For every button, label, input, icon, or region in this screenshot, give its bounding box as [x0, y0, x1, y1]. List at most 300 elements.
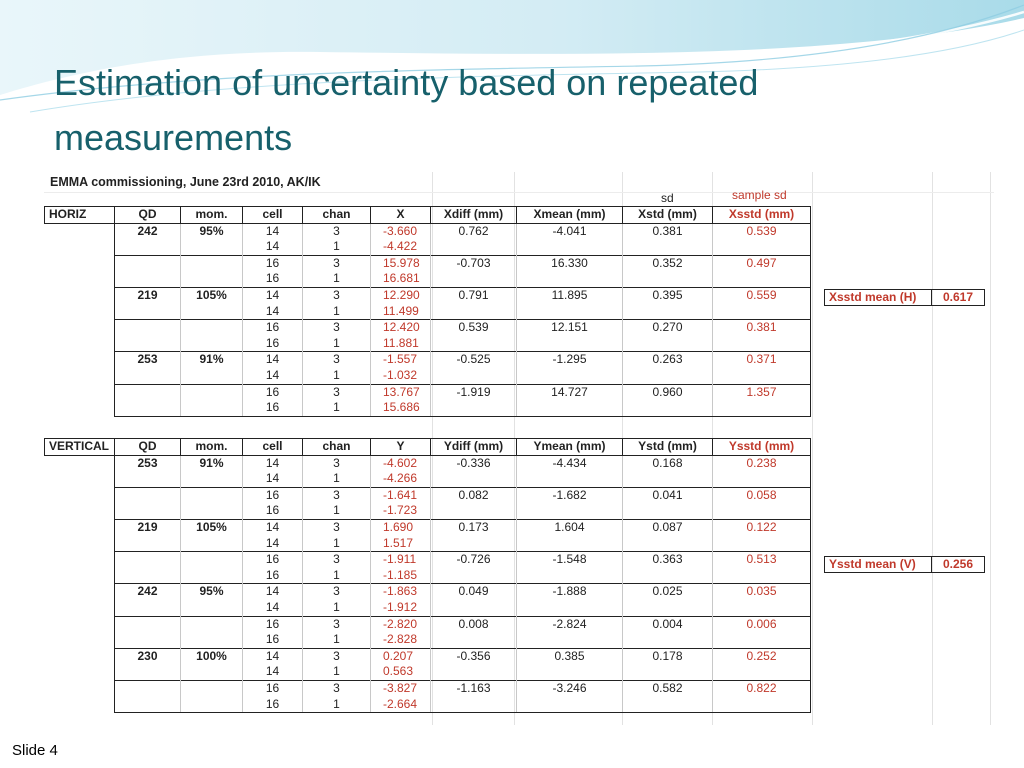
table-row: [45, 287, 811, 303]
table-cell: [431, 632, 517, 648]
table-cell: 3: [303, 255, 371, 271]
column-header: cell: [243, 207, 303, 224]
column-header: Ysstd (mm): [713, 439, 811, 456]
table-cell: 1.604: [517, 519, 623, 535]
xsstd-mean-label: Xsstd mean (H): [824, 289, 932, 306]
table-cell: [431, 503, 517, 519]
table-cell: [713, 697, 811, 713]
table-cell: [431, 336, 517, 352]
table-cell: 0.178: [623, 648, 713, 664]
table-cell: [517, 568, 623, 584]
table-cell: -3.246: [517, 680, 623, 696]
table-cell: [115, 552, 181, 568]
table-cell: 16: [243, 568, 303, 584]
table-row: [45, 400, 811, 416]
table-cell: [181, 600, 243, 616]
table-cell: 1: [303, 600, 371, 616]
table-cell: -2.820: [371, 616, 431, 632]
column-header: Xsstd (mm): [713, 207, 811, 224]
table-cell: -1.863: [371, 584, 431, 600]
table-cell: 0.497: [713, 255, 811, 271]
table-cell: [713, 271, 811, 287]
table-cell: [431, 368, 517, 384]
table-row: [45, 487, 811, 503]
table-cell: 14: [243, 600, 303, 616]
table-cell: 0.352: [623, 255, 713, 271]
table-cell: [431, 304, 517, 320]
table-row: [45, 519, 811, 535]
table-cell: [181, 320, 243, 336]
table-cell: [181, 271, 243, 287]
table-cell: [517, 304, 623, 320]
table-row: [45, 648, 811, 664]
table-cell: 13.767: [371, 384, 431, 400]
table-cell: 230: [115, 648, 181, 664]
table-cell: -1.682: [517, 487, 623, 503]
table-cell: 0.087: [623, 519, 713, 535]
table-cell: 0.041: [623, 487, 713, 503]
column-header: X: [371, 207, 431, 224]
table-cell: 0.252: [713, 648, 811, 664]
table-cell: 0.960: [623, 384, 713, 400]
table-row: [45, 271, 811, 287]
table-row: [45, 384, 811, 400]
table-cell: 1: [303, 632, 371, 648]
table-row: [45, 255, 811, 271]
table-cell: 16: [243, 336, 303, 352]
table-cell: 0.582: [623, 680, 713, 696]
table-cell: 242: [115, 584, 181, 600]
table-cell: -4.041: [517, 223, 623, 239]
table-cell: [181, 471, 243, 487]
column-header: Ymean (mm): [517, 439, 623, 456]
column-header: Ystd (mm): [623, 439, 713, 456]
table-cell: 14: [243, 519, 303, 535]
table-row: [45, 320, 811, 336]
table-cell: -0.703: [431, 255, 517, 271]
table-cell: [623, 239, 713, 255]
table-cell: 1: [303, 304, 371, 320]
table-cell: 14: [243, 648, 303, 664]
table-cell: 3: [303, 584, 371, 600]
sample-sd-note: sample sd: [732, 188, 787, 202]
table-cell: [115, 304, 181, 320]
table-cell: [431, 271, 517, 287]
table-cell: 0.008: [431, 616, 517, 632]
table-cell: [713, 536, 811, 552]
table-cell: -1.919: [431, 384, 517, 400]
table-cell: -4.434: [517, 455, 623, 471]
table-cell: 0.381: [623, 223, 713, 239]
table-row: [45, 471, 811, 487]
table-cell: 3: [303, 616, 371, 632]
table-row: [45, 352, 811, 368]
table-cell: [623, 697, 713, 713]
table-cell: 0.168: [623, 455, 713, 471]
table-cell: 0.207: [371, 648, 431, 664]
table-cell: 11.881: [371, 336, 431, 352]
table-cell: [115, 680, 181, 696]
table-cell: 16: [243, 552, 303, 568]
table-cell: 0.381: [713, 320, 811, 336]
table-cell: 0.270: [623, 320, 713, 336]
table-cell: [115, 568, 181, 584]
table-cell: [713, 400, 811, 416]
table-cell: 0.058: [713, 487, 811, 503]
table-cell: 3: [303, 384, 371, 400]
table-cell: -1.295: [517, 352, 623, 368]
table-cell: 14.727: [517, 384, 623, 400]
table-cell: 16: [243, 400, 303, 416]
table-row: [45, 697, 811, 713]
table-cell: [115, 384, 181, 400]
table-cell: 0.762: [431, 223, 517, 239]
table-row: [45, 536, 811, 552]
table-cell: [115, 368, 181, 384]
table-cell: 1: [303, 368, 371, 384]
table-row: [45, 455, 811, 471]
table-row: [45, 239, 811, 255]
table-cell: 3: [303, 287, 371, 303]
table-cell: 16: [243, 384, 303, 400]
table-cell: 14: [243, 664, 303, 680]
table-cell: 12.420: [371, 320, 431, 336]
table-cell: -1.911: [371, 552, 431, 568]
table-cell: [713, 239, 811, 255]
table-cell: [115, 271, 181, 287]
table-cell: 1: [303, 471, 371, 487]
table-cell: 0.385: [517, 648, 623, 664]
table-cell: [623, 632, 713, 648]
column-header: Xdiff (mm): [431, 207, 517, 224]
table-cell: -1.557: [371, 352, 431, 368]
table-cell: 105%: [181, 519, 243, 535]
table-cell: -4.422: [371, 239, 431, 255]
table-cell: 0.822: [713, 680, 811, 696]
table-row: [45, 600, 811, 616]
table-cell: -3.660: [371, 223, 431, 239]
table-cell: -1.912: [371, 600, 431, 616]
sd-note: sd: [661, 191, 674, 205]
table-cell: 15.978: [371, 255, 431, 271]
table-cell: [115, 336, 181, 352]
table-cell: 0.263: [623, 352, 713, 368]
table-cell: -1.723: [371, 503, 431, 519]
table-cell: [517, 271, 623, 287]
table-cell: [181, 536, 243, 552]
table-cell: 1.517: [371, 536, 431, 552]
table-cell: 0.082: [431, 487, 517, 503]
table-cell: 3: [303, 552, 371, 568]
table-cell: [181, 400, 243, 416]
table-cell: 1: [303, 697, 371, 713]
table-row: [45, 584, 811, 600]
table-cell: [431, 697, 517, 713]
column-header: cell: [243, 439, 303, 456]
table-cell: 1.357: [713, 384, 811, 400]
table-cell: [181, 664, 243, 680]
table-cell: 16.681: [371, 271, 431, 287]
table-cell: -1.548: [517, 552, 623, 568]
table-cell: 0.049: [431, 584, 517, 600]
table-cell: [713, 568, 811, 584]
table-row: [45, 680, 811, 696]
table-cell: 16: [243, 697, 303, 713]
table-cell: 3: [303, 487, 371, 503]
table-cell: [517, 697, 623, 713]
table-cell: 1: [303, 503, 371, 519]
table-cell: 100%: [181, 648, 243, 664]
table-cell: 1: [303, 239, 371, 255]
spreadsheet-image: [44, 172, 994, 725]
table-cell: [713, 600, 811, 616]
table-cell: 91%: [181, 455, 243, 471]
table-cell: [623, 400, 713, 416]
table-cell: 1: [303, 664, 371, 680]
table-cell: [115, 600, 181, 616]
table-row: [45, 568, 811, 584]
table-cell: 253: [115, 455, 181, 471]
table-cell: 242: [115, 223, 181, 239]
ysstd-mean-value: 0.256: [932, 556, 985, 573]
ysstd-mean-label: Ysstd mean (V): [824, 556, 932, 573]
table-row: [45, 223, 811, 239]
table-cell: 3: [303, 519, 371, 535]
column-header: mom.: [181, 439, 243, 456]
table-cell: [115, 616, 181, 632]
table-cell: [181, 616, 243, 632]
xsstd-mean-box: [824, 289, 985, 306]
ysstd-mean-box: [824, 556, 985, 573]
table-cell: -1.032: [371, 368, 431, 384]
table-cell: 1.690: [371, 519, 431, 535]
table-cell: [181, 239, 243, 255]
table-cell: [623, 271, 713, 287]
table-cell: -2.828: [371, 632, 431, 648]
table-cell: [115, 487, 181, 503]
table-cell: [181, 632, 243, 648]
table-cell: 12.290: [371, 287, 431, 303]
table-cell: 3: [303, 352, 371, 368]
table-cell: 11.895: [517, 287, 623, 303]
table-cell: 0.025: [623, 584, 713, 600]
table-cell: [431, 600, 517, 616]
table-cell: 0.006: [713, 616, 811, 632]
table-cell: -0.726: [431, 552, 517, 568]
table-cell: 0.035: [713, 584, 811, 600]
table-cell: 1: [303, 271, 371, 287]
table-cell: 14: [243, 368, 303, 384]
table-cell: -0.356: [431, 648, 517, 664]
column-header: QD: [115, 207, 181, 224]
table-cell: 0.539: [431, 320, 517, 336]
table-cell: 3: [303, 648, 371, 664]
table-cell: [181, 368, 243, 384]
table-cell: [181, 336, 243, 352]
table-cell: -1.185: [371, 568, 431, 584]
table-cell: [115, 255, 181, 271]
table-cell: 95%: [181, 223, 243, 239]
table-cell: 14: [243, 287, 303, 303]
table-cell: [623, 368, 713, 384]
table-cell: [181, 487, 243, 503]
table-cell: 14: [243, 223, 303, 239]
table-cell: 3: [303, 455, 371, 471]
table-cell: [115, 536, 181, 552]
table-cell: 14: [243, 352, 303, 368]
table-cell: -0.525: [431, 352, 517, 368]
table-cell: [181, 552, 243, 568]
table-cell: [713, 368, 811, 384]
table-cell: [713, 336, 811, 352]
table-cell: [115, 664, 181, 680]
table-cell: 16: [243, 616, 303, 632]
table-cell: [713, 471, 811, 487]
table-cell: -1.163: [431, 680, 517, 696]
table-cell: -4.266: [371, 471, 431, 487]
table-cell: [623, 503, 713, 519]
table-row: [45, 616, 811, 632]
table-cell: [623, 336, 713, 352]
table-cell: 0.791: [431, 287, 517, 303]
section-label: HORIZ: [45, 207, 115, 224]
column-header: chan: [303, 439, 371, 456]
table-row: [45, 664, 811, 680]
table-cell: [623, 568, 713, 584]
table-cell: 0.539: [713, 223, 811, 239]
table-cell: 105%: [181, 287, 243, 303]
table-cell: 219: [115, 287, 181, 303]
table-row: [45, 304, 811, 320]
table-cell: 16: [243, 320, 303, 336]
table-cell: 1: [303, 568, 371, 584]
table-cell: [517, 400, 623, 416]
table-cell: 16: [243, 503, 303, 519]
column-header: Xstd (mm): [623, 207, 713, 224]
table-cell: [431, 400, 517, 416]
table-cell: 14: [243, 455, 303, 471]
table-cell: [181, 304, 243, 320]
table-cell: -1.888: [517, 584, 623, 600]
table-cell: [181, 697, 243, 713]
table-cell: [623, 600, 713, 616]
table-cell: 16: [243, 255, 303, 271]
table-cell: [623, 471, 713, 487]
table-cell: 12.151: [517, 320, 623, 336]
column-header: Xmean (mm): [517, 207, 623, 224]
table-cell: 1: [303, 536, 371, 552]
table-row: [45, 552, 811, 568]
table-cell: 16: [243, 632, 303, 648]
xsstd-mean-value: 0.617: [932, 289, 985, 306]
column-header: chan: [303, 207, 371, 224]
table-row: [45, 336, 811, 352]
table-cell: [713, 304, 811, 320]
table-cell: [623, 664, 713, 680]
vertical-table: [44, 438, 811, 713]
table-cell: 0.122: [713, 519, 811, 535]
horiz-table: [44, 206, 811, 417]
table-cell: [431, 239, 517, 255]
table-cell: -2.824: [517, 616, 623, 632]
table-cell: [623, 304, 713, 320]
slide-number: Slide 4: [12, 742, 58, 759]
table-cell: [517, 239, 623, 255]
table-cell: [517, 368, 623, 384]
table-cell: -0.336: [431, 455, 517, 471]
table-cell: [517, 536, 623, 552]
table-cell: 1: [303, 336, 371, 352]
sheet-caption: EMMA commissioning, June 23rd 2010, AK/IK: [50, 175, 321, 189]
table-cell: [517, 503, 623, 519]
table-cell: 95%: [181, 584, 243, 600]
table-cell: 0.513: [713, 552, 811, 568]
table-cell: [623, 536, 713, 552]
table-cell: [115, 471, 181, 487]
table-cell: 0.395: [623, 287, 713, 303]
table-cell: -3.827: [371, 680, 431, 696]
table-cell: [181, 384, 243, 400]
table-cell: 253: [115, 352, 181, 368]
table-cell: -4.602: [371, 455, 431, 471]
column-header: Ydiff (mm): [431, 439, 517, 456]
table-row: [45, 368, 811, 384]
table-cell: 15.686: [371, 400, 431, 416]
table-cell: [431, 664, 517, 680]
table-cell: 16.330: [517, 255, 623, 271]
table-cell: 3: [303, 680, 371, 696]
table-cell: [713, 503, 811, 519]
table-cell: [115, 503, 181, 519]
table-cell: [115, 697, 181, 713]
table-cell: 219: [115, 519, 181, 535]
column-header: QD: [115, 439, 181, 456]
table-cell: 0.363: [623, 552, 713, 568]
table-cell: -2.664: [371, 697, 431, 713]
table-cell: 0.238: [713, 455, 811, 471]
table-cell: 0.371: [713, 352, 811, 368]
table-cell: 11.499: [371, 304, 431, 320]
table-cell: [517, 600, 623, 616]
table-cell: 0.004: [623, 616, 713, 632]
table-cell: 3: [303, 320, 371, 336]
table-cell: [431, 471, 517, 487]
table-cell: [181, 680, 243, 696]
table-cell: [517, 336, 623, 352]
section-label: VERTICAL: [45, 439, 115, 456]
table-cell: 16: [243, 271, 303, 287]
table-cell: [517, 632, 623, 648]
table-cell: [181, 568, 243, 584]
table-cell: [115, 400, 181, 416]
table-cell: [517, 664, 623, 680]
table-cell: 16: [243, 680, 303, 696]
slide-title: Estimation of uncertainty based on repeated measurements: [54, 62, 759, 158]
table-cell: 14: [243, 239, 303, 255]
table-cell: -1.641: [371, 487, 431, 503]
table-cell: [181, 503, 243, 519]
column-header: Y: [371, 439, 431, 456]
table-cell: 14: [243, 584, 303, 600]
table-cell: [713, 664, 811, 680]
table-row: [45, 503, 811, 519]
table-cell: [431, 568, 517, 584]
column-header: mom.: [181, 207, 243, 224]
table-cell: 14: [243, 536, 303, 552]
table-cell: 14: [243, 471, 303, 487]
table-cell: 91%: [181, 352, 243, 368]
table-cell: [115, 320, 181, 336]
